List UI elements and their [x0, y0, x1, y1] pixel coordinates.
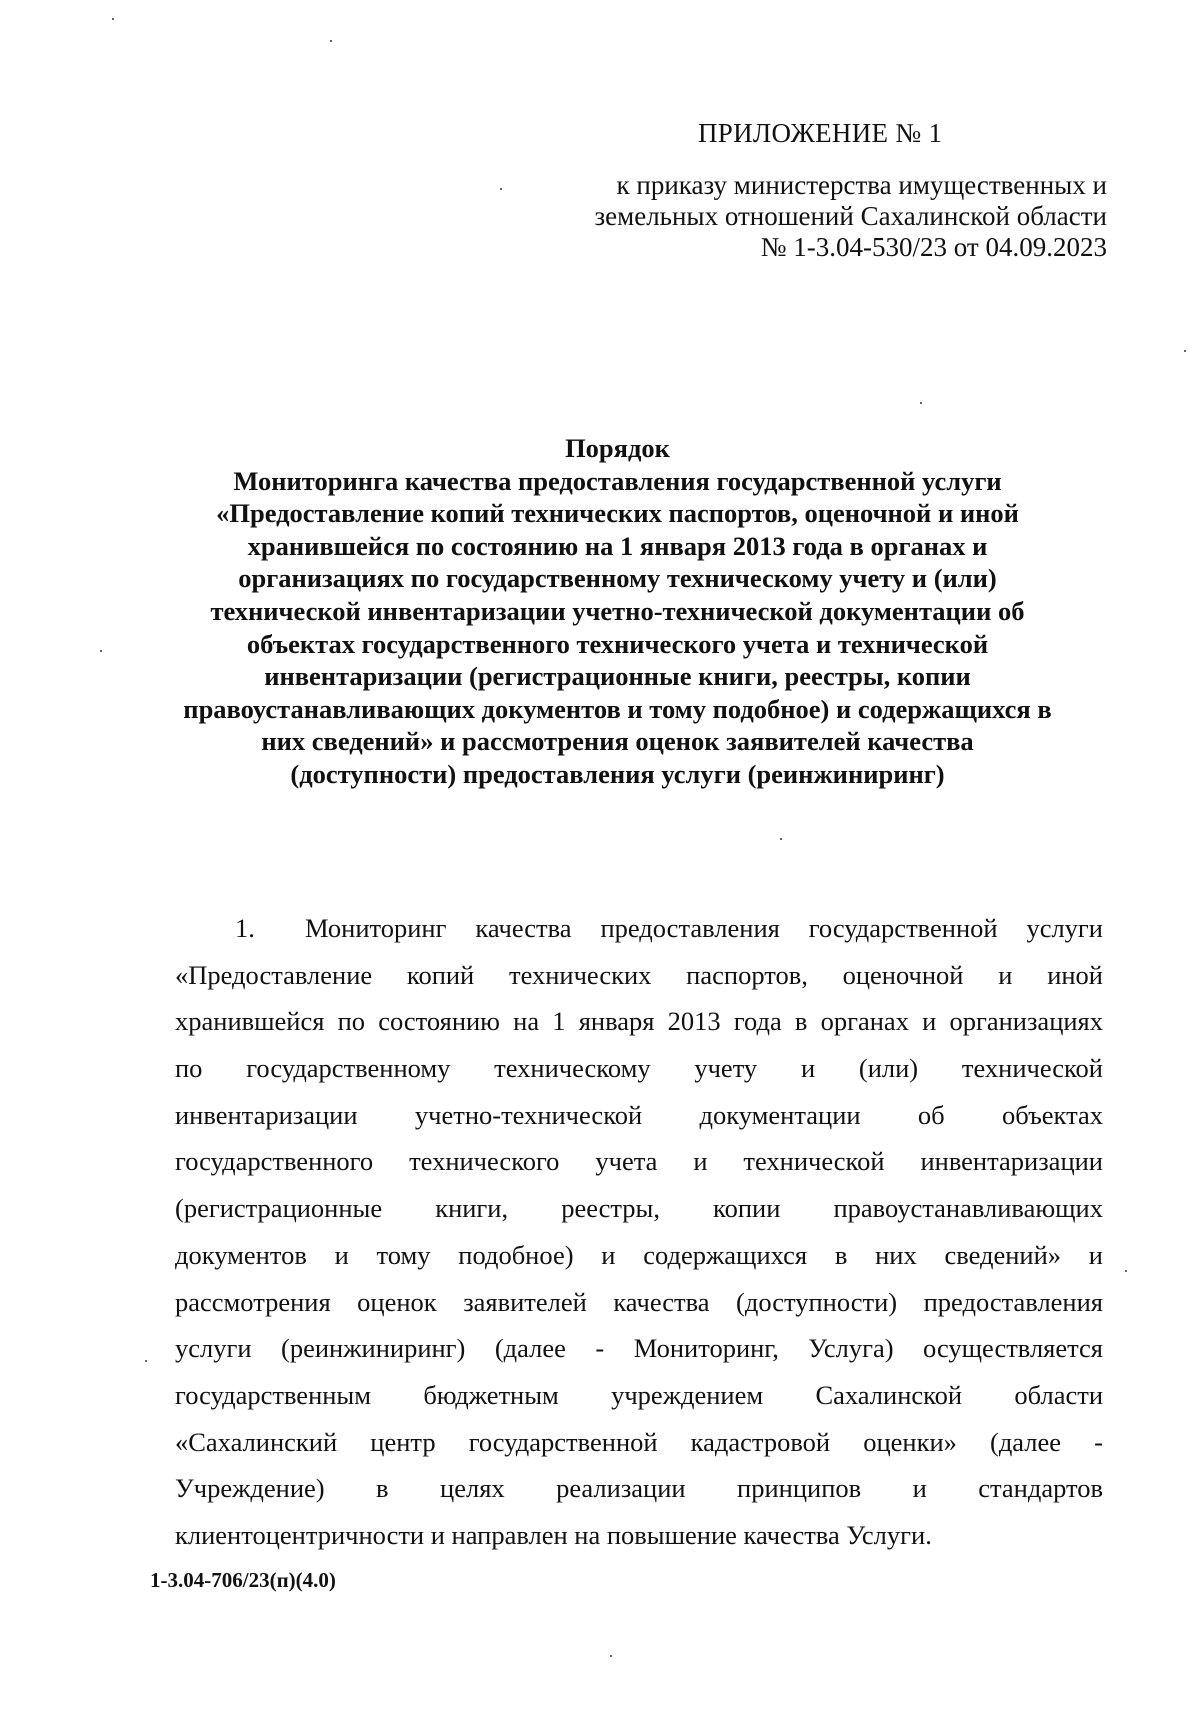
heading-line: технической инвентаризации учетно-технической документации об: [210, 595, 1025, 626]
heading-line: организациях по государственному техническому учету и (или): [238, 563, 997, 594]
scan-speck: [1184, 350, 1186, 352]
scan-speck: [1125, 1270, 1127, 1272]
scan-speck: [610, 1655, 612, 1657]
body-line: услуги (реинжиниринг) (далее - Мониторинг, Услуга) осуществляется: [175, 1333, 1103, 1364]
body-line: государственным бюджетным учреждением Сахалинской области: [175, 1379, 1103, 1410]
heading-line: инвентаризации (регистрационные книги, реестры, копии: [264, 661, 971, 692]
order-reference-line: земельных отношений Сахалинской области: [594, 201, 1107, 231]
body-line: государственного технического учета и технической инвентаризации: [175, 1146, 1103, 1177]
scan-speck: [100, 650, 102, 652]
scan-speck: [330, 40, 332, 42]
body-line: (регистрационные книги, реестры, копии правоустанавливающих: [175, 1193, 1103, 1224]
body-line: [175, 905, 1103, 952]
item-number: 1.: [235, 913, 255, 943]
heading-line: Порядок: [565, 433, 670, 463]
scan-speck: [500, 188, 502, 190]
body-line: инвентаризации учетно-технической документации об объектах: [175, 1099, 1103, 1130]
heading-line: объектах государственного технического учета и технической: [246, 628, 989, 659]
document-code: 1-3.04-706/23(п)(4.0): [150, 1568, 336, 1592]
scan-speck: [920, 402, 922, 404]
heading-line: (доступности) предоставления услуги (реинжиниринг): [290, 758, 945, 789]
heading-line: «Предоставление копий технических паспортов, оценочной и иной: [216, 498, 1019, 529]
order-reference-line: к приказу министерства имущественных и: [616, 170, 1107, 200]
body-line: «Сахалинский центр государственной кадастровой оценки» (далее -: [175, 1426, 1103, 1457]
body-line: рассмотрения оценок заявителей качества (доступности) предоставления: [175, 1286, 1103, 1317]
body-line: «Предоставление копий технических паспортов, оценочной и иной: [175, 959, 1103, 990]
heading-line: Мониторинга качества предоставления государственной услуги: [233, 465, 1002, 496]
order-reference-line: № 1-3.04-530/23 от 04.09.2023: [760, 232, 1107, 262]
body-line: документов и тому подобное) и содержащихся в них сведений» и: [175, 1239, 1103, 1270]
body-paragraph: [175, 905, 1103, 1559]
body-line: Учреждение) в целях реализации принципов и стандартов: [175, 1473, 1103, 1504]
scan-speck: [780, 838, 782, 840]
body-line: по государственному техническому учету и (или) технической: [175, 1053, 1103, 1084]
body-line-text: Мониторинг качества предоставления государственной услуги: [305, 913, 1103, 943]
scan-speck: [112, 18, 114, 20]
heading-line: правоустанавливающих документов и тому подобное) и содержащихся в: [183, 693, 1052, 724]
scan-speck: [145, 1360, 147, 1362]
order-reference: [540, 170, 1107, 263]
heading-line: хранившейся по состоянию на 1 января 2013 года в органах и: [247, 530, 988, 561]
body-line: клиентоцентричности и направлен на повышение качества Услуги.: [175, 1519, 932, 1550]
heading-line: них сведений» и рассмотрения оценок заявителей качества: [261, 726, 974, 757]
appendix-title: ПРИЛОЖЕНИЕ № 1: [698, 118, 943, 148]
document-heading: [150, 432, 1085, 791]
body-line: хранившейся по состоянию на 1 января 2013 года в органах и организациях: [175, 1006, 1103, 1037]
